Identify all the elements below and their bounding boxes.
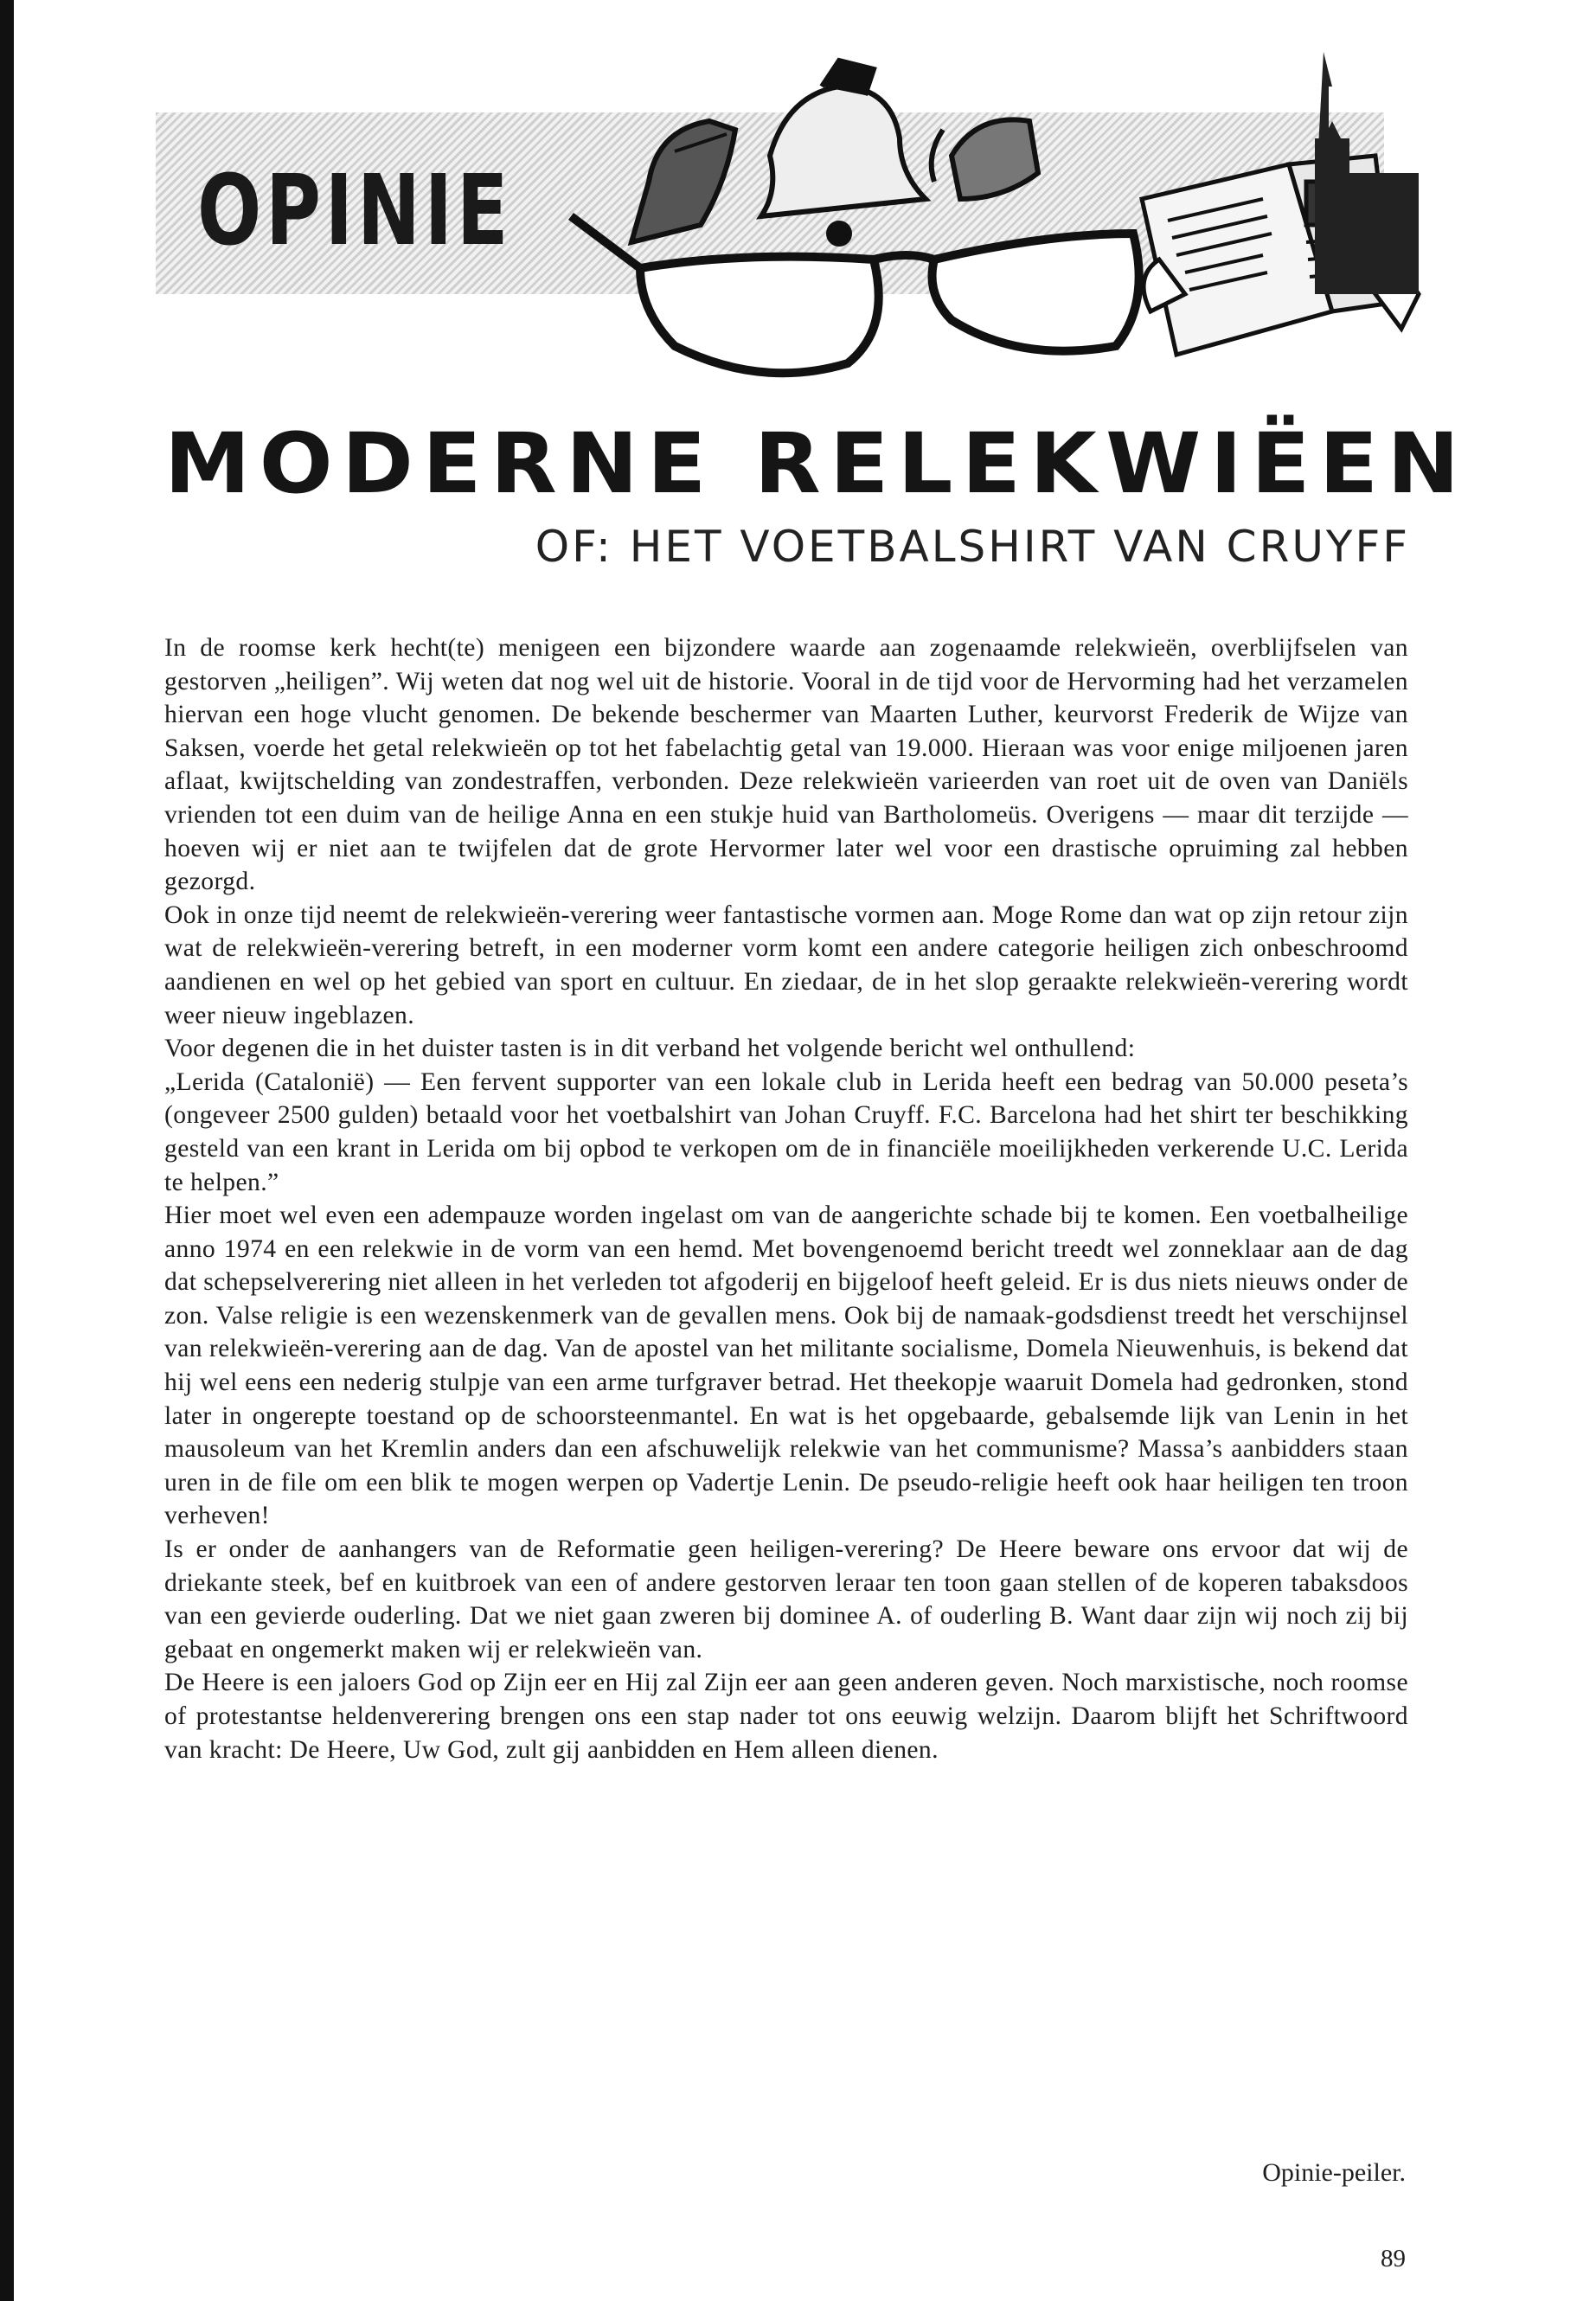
paragraph: Is er onder de aanhangers van de Reformatie geen heiligen-verering? De Heere beware ons ervoor dat wij de driekante steek, bef en kuitbroek van een of andere gestorven leraar ten toon gaan stellen of de koperen tabaksdoos van een gevierde ouderling. Dat we niet gaan zweren bij dominee A. of ouderling B. Want daar zijn wij noch zij bij gebaat en ongemerkt maken wij er relekwieën van. <box>164 1535 1408 1663</box>
paragraph: Ook in onze tijd neemt de relekwieën-verering weer fantastische vormen aan. Moge Rome dan wat op zijn retour zijn wat de relekwieën-verering betreft, in een moderner vorm komt een andere categorie heiligen zich onbeschroomd aandienen en wel op het gebied van sport en cultuur. En ziedaar, de in het slop geraakte relekwieën-verering wordt weer nieuw ingeblazen. <box>164 901 1408 1029</box>
paragraph: Voor degenen die in het duister tasten is in dit verband het volgende bericht wel onthullend: <box>164 1035 1136 1063</box>
section-label: OPINIE <box>197 155 513 267</box>
paragraph: In de roomse kerk hecht(te) menigeen een bijzondere waarde aan zogenaamde relekwieën, overblijfselen van gestorven „heiligen”. Wij weten dat nog wel uit de historie. Vooral in de tijd voor de Hervorming had het verzamelen hiervan een hoge vlucht genomen. De bekende beschermer van Maarten Luther, keurvorst Frederik de Wijze van Saksen, voerde het getal relekwieën op tot het fabelachtig getal van 19.000. Hieraan was voor enige miljoenen jaren aflaat, kwijtschelding van zondestraffen, verbonden. Deze relekwieën varieerden van roet uit de oven van Daniëls vrienden tot een duim van de heilige Anna en een stukje huid van Bartholomeüs. Overigens — maar dit terzijde — hoeven wij er niet aan te twijfelen dat de grote Hervormer later wel voor een drastische opruiming zal hebben gezorgd. <box>164 634 1408 896</box>
paragraph: De Heere is een jaloers God op Zijn eer en Hij zal Zijn eer aan geen anderen geven. Noch marxistische, noch roomse of protestantse heldenverering brengen ons een stap nader tot ons eeuwig welzijn. Daarom blijft het Schriftwoord van kracht: De Heere, Uw God, zult gij aanbidden en Hem alleen dienen. <box>164 1669 1408 1764</box>
church-bells-icon <box>631 61 1038 244</box>
article-body <box>164 631 1408 1766</box>
author-signature: Opinie-peiler. <box>1262 2158 1406 2187</box>
glasses-icon <box>571 216 1139 373</box>
article-subtitle: OF: HET VOETBALSHIRT VAN CRUYFF <box>535 522 1410 572</box>
quote-paragraph: „Lerida (Catalonië) — Een fervent supporter van een lokale club in Lerida heeft een bedrag van 50.000 peseta’s (ongeveer 2500 gulden) betaald voor het voetbalshirt van Johan Cruyff. F.C. Barcelona had het shirt ter beschikking gesteld van een krant in Lerida om bij opbod te verkopen om de in financiële moeilijkheden verkerende U.C. Lerida te helpen.” <box>164 1067 1408 1196</box>
banner-illustration <box>545 52 1427 381</box>
article-title: MODERNE RELEKWIËEN <box>164 415 1469 512</box>
opinie-banner <box>156 52 1427 381</box>
page-edge-rule <box>0 0 14 2301</box>
paragraph: Hier moet wel even een adempauze worden ingelast om van de aangerichte schade bij te komen. Een voetbalheilige anno 1974 en een relekwie in de vorm van een hemd. Met bovengenoemd bericht treedt wel zonneklaar aan de dag dat schepselverering niet alleen in het verleden tot afgoderij en bijgeloof heeft geleid. Er is dus niets nieuws onder de zon. Valse religie is een wezenskenmerk van de gevallen mens. Ook bij de namaak-godsdienst treedt het verschijnsel van relekwieën-verering aan de dag. Van de apostel van het militante socialisme, Domela Nieuwenhuis, is bekend dat hij wel eens een nederig stulpje van een arme turfgraver betrad. Het theekopje waaruit Domela had gedronken, stond later in ongerepte toestand op de schoorsteenmantel. En wat is het opgebaarde, gebalsemde lijk van Lenin in het mausoleum van het Kremlin anders dan een afschuwelijk relekwie van het communisme? Massa’s aanbidders staan uren in de file om een blik te mogen werpen op Vadertje Lenin. De pseudo-religie heeft ook haar heiligen ten troon verheven! <box>164 1202 1408 1530</box>
page-number: 89 <box>1381 2245 1406 2272</box>
church-tower-icon <box>1315 52 1419 294</box>
